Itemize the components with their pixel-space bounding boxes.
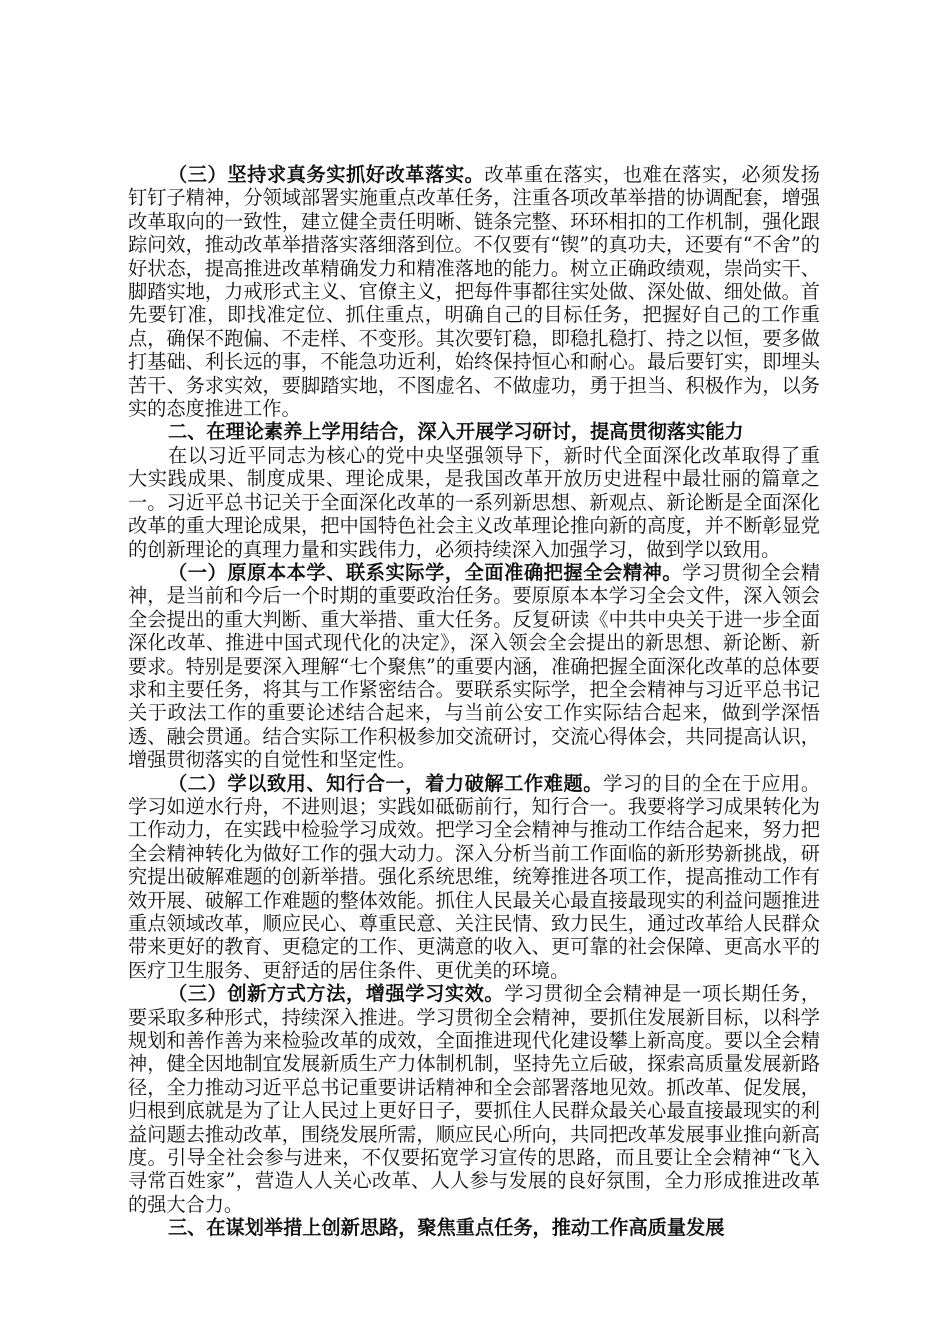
paragraph-text: 学习的目的全在于应用。学习如逆水行舟，不进则退；实践如砥砺前行，知行合一。我要将学习成果转化为工作动力，在实践中检验学习成效。把学习全会精神与推动工作结合起来，努力把全会精神转化为做好工作的强大动力。深入分析当前工作面临的新形势新挑战，研究提出破解难题的创新举措。强化系统思维，统筹推进各项工作，提高推动工作有效开展、破解工作难题的整体效能。抓住人民最关心最直接最现实的利益问题推进重点领域改革，顺应民心、尊重民意、关注民情、致力民生，通过改革给人民群众带来更好的教育、更稳定的工作、更满意的收入、更可靠的社会保障、更高水平的医疗卫生服务、更舒适的居住条件、更优美的环境。 (128, 771, 821, 982)
section-heading-3: 三、在谋划举措上创新思路，聚焦重点任务，推动工作高质量发展 (168, 1216, 725, 1240)
paragraph-study-thoroughly (128, 561, 820, 772)
paragraph-apply-learning (128, 772, 820, 983)
paragraph-section-2-intro (128, 444, 820, 561)
paragraph-innovate-methods (128, 982, 820, 1216)
paragraph-lead: （三）创新方式方法，增强学习实效。 (168, 982, 505, 1006)
paragraph-text: 学习贯彻全会精神是一项长期任务，要采取多种形式，持续深入推进。学习贯彻全会精神，要抓住发展新目标，以科学规划和善作善为来检验改革的成效，全面推进现代化建设攀上新高度。要以全会精神，健全因地制宜发展新质生产力体制机制，坚持先立后破，探索高质量发展新路径，全力推动习近平总书记重要讲话精神和全会部署落地见效。抓改革、促发展，归根到底就是为了让人民过上更好日子，要抓住人民群众最关心最直接最现实的利益问题去推动改革，围绕发展所需，顺应民心所向，共同把改革发展事业推向新高度。引导全社会参与进来，不仅要拓宽学习宣传的思路，而且要让全会精神“飞入寻常百姓家”，营造人人关心改革、人人参与发展的良好氛围，全力形成推进改革的强大合力。 (128, 982, 821, 1216)
document-body (128, 163, 820, 1240)
paragraph-text: 在以习近平同志为核心的党中央坚强领导下，新时代全面深化改革取得了重大实践成果、制度成果、理论成果，是我国改革开放历史进程中最壮丽的篇章之一。习近平总书记关于全面深化改革的一系列新思想、新观点、新论断是全面深化改革的重大理论成果，把中国特色社会主义改革理论推向新的高度，并不断彰显党的创新理论的真理力量和实践伟力，必须持续深入加强学习，做到学以致用。 (128, 443, 820, 561)
paragraph-text: 改革重在落实，也难在落实，必须发扬钉钉子精神，分领域部署实施重点改革任务，注重各项改革举措的协调配套，增强改革取向的一致性，建立健全责任明晰、链条完整、环环相扣的工作机制，强化跟踪问效，推动改革举措落实落细落到位。不仅要有“锲”的真功夫，还要有“不舍”的好状态，提高推进改革精确发力和精准落地的能力。树立正确政绩观，崇尚实干、脚踏实地，力戒形式主义、官僚主义，把每件事都往实处做、深处做、细处做。首先要钉准，即找准定位、抓住重点，明确自己的目标任务，把握好自己的工作重点，确保不跑偏、不走样、不变形。其次要钉稳，即稳扎稳打、持之以恒，要多做打基础、利长远的事，不能急功近利，始终保持恒心和耐心。最后要钉实，即埋头苦干、务求实效，要脚踏实地，不图虚名、不做虚功，勇于担当、积极作为，以务实的态度推进工作。 (128, 163, 820, 421)
paragraph-lead: （三）坚持求真务实抓好改革落实。 (168, 163, 485, 186)
paragraph-lead: （一）原原本本学、联系实际学，全面准确把握全会精神。 (168, 560, 683, 584)
section-heading-2: 二、在理论素养上学用结合，深入开展学习研讨，提高贯彻落实能力 (168, 420, 744, 444)
paragraph-text: 学习贯彻全会精神，是当前和今后一个时期的重要政治任务。要原原本本学习全会文件，深入领会全会提出的重大判断、重大举措、重大任务。反复研读《中共中央关于进一步全面深化改革、推进中国式现代化的决定》，深入领会全会提出的新思想、新论断、新要求。特别是要深入理解“七个聚焦”的重要内涵，准确把握全面深化改革的总体要求和主要任务，将其与工作紧密结合。要联系实际学，把全会精神与习近平总书记关于政法工作的重要论述结合起来，与当前公安工作实际结合起来，做到学深悟透、融会贯通。结合实际工作积极参加交流研讨，交流心得体会，共同提高认识，增强贯彻落实的自觉性和坚定性。 (128, 560, 821, 772)
paragraph-reform-implementation (128, 163, 820, 420)
paragraph-lead: （二）学以致用、知行合一，着力破解工作难题。 (168, 771, 604, 795)
